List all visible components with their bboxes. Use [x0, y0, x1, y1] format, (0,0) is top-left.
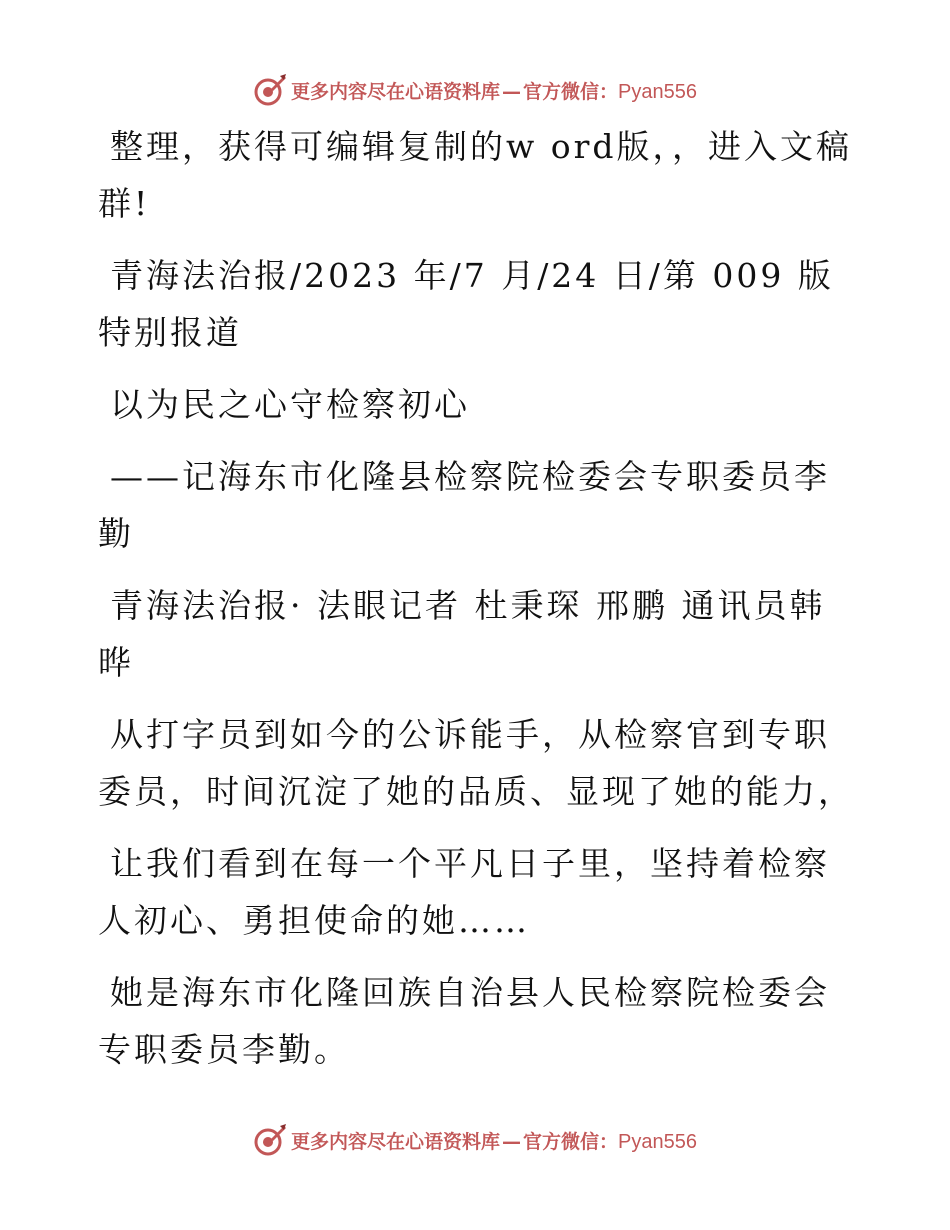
paragraph-body-1: 从打字员到如今的公诉能手，从检察官到专职委员，时间沉淀了她的品质、显现了她的能力， — [98, 715, 854, 811]
article-byline: 青海法治报· 法眼记者 杜秉琛 邢鹏 通讯员韩晔 — [98, 586, 826, 682]
paragraph-body-2: 让我们看到在每一个平凡日子里，坚持着检察人初心、勇担使命的她…… — [98, 844, 830, 940]
paragraph-body-3: 她是海东市化隆回族自治县人民检察院检委会专职委员李勤。 — [98, 973, 830, 1069]
article-title: 以为民之心守检察初心 — [110, 385, 470, 424]
header-banner-text — [291, 77, 697, 104]
header-wechat-id: Pyan556 — [618, 80, 697, 103]
header-dash: — — [502, 80, 522, 103]
header-banner — [0, 70, 950, 110]
document-body — [98, 118, 858, 1093]
footer-banner-text — [291, 1127, 697, 1154]
footer-wechat-label: 官方微信： — [523, 1130, 619, 1153]
header-wechat-label: 官方微信： — [523, 80, 619, 103]
paragraph-source: 青海法治报/2023 年/7 月/24 日/第 009 版特别报道 — [98, 256, 834, 352]
footer-wechat-id: Pyan556 — [618, 1130, 697, 1153]
quill-pen-logo-icon — [253, 1123, 287, 1157]
paragraph-intro: 整理，获得可编辑复制的w ord版，，进入文稿群! — [98, 127, 853, 223]
footer-dash: — — [502, 1130, 522, 1153]
footer-brand-text: 更多内容尽在心语资料库 — [291, 1130, 501, 1153]
quill-pen-logo-icon — [253, 73, 287, 107]
article-subtitle: ——记海东市化隆县检察院检委会专职委员李勤 — [98, 457, 830, 553]
footer-banner — [0, 1120, 950, 1160]
header-brand-text: 更多内容尽在心语资料库 — [291, 80, 501, 103]
